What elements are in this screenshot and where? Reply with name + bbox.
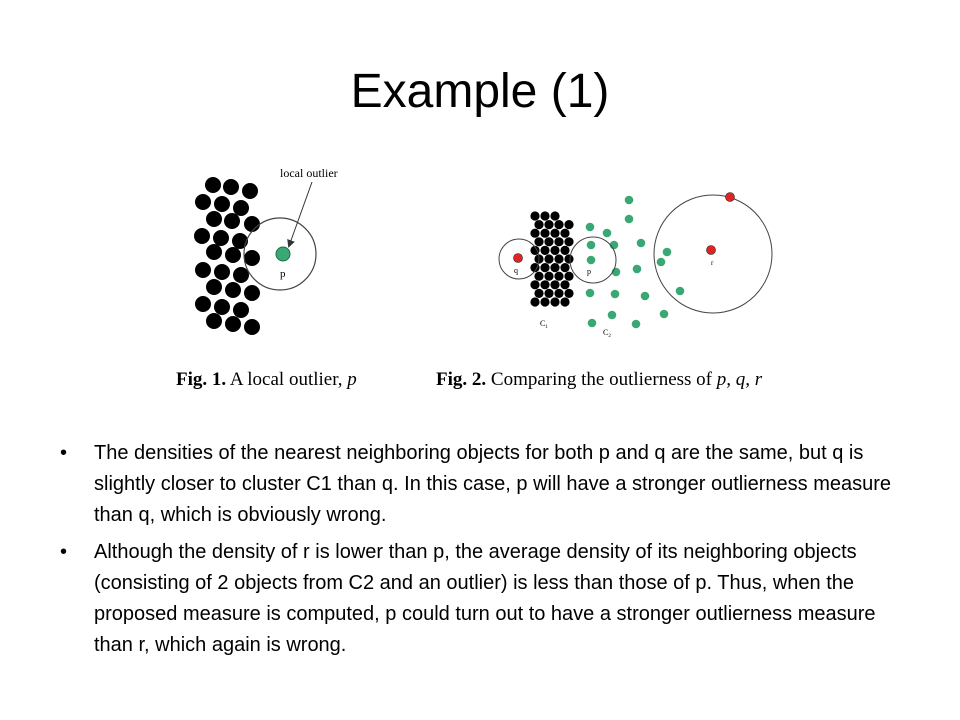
fig2-cluster-c2: [586, 196, 685, 329]
cluster-point: [544, 237, 553, 246]
fig1-annotation-arrow: [289, 182, 312, 246]
cluster-point: [550, 263, 559, 272]
bullet-text: Although the density of r is lower than p, the average density of its neighboring objects (consisting of 2 objects from C2 and an outlier) is less than those of p. Thus, when the proposed measure is computed, p could turn out to have a stronger outlierness measure than r, which again is wrong.: [94, 541, 876, 656]
cluster-point: [244, 216, 260, 232]
figures-area: [0, 150, 960, 400]
fig2-caption-text: Comparing the outlierness of: [490, 369, 712, 390]
cluster-point: [554, 289, 563, 298]
fig2-label-p: p: [587, 267, 591, 276]
cluster-point: [214, 196, 230, 212]
cluster-point: [540, 229, 549, 238]
green-point: [588, 319, 597, 328]
cluster-point: [530, 297, 539, 306]
cluster-point: [564, 272, 573, 281]
fig2-red-outlier: [726, 193, 735, 202]
green-point: [625, 215, 634, 224]
cluster-point: [225, 282, 241, 298]
fig1-caption-label: Fig. 1.: [176, 369, 227, 390]
green-point: [637, 239, 646, 248]
cluster-point: [550, 297, 559, 306]
cluster-point: [224, 213, 240, 229]
cluster-point: [550, 280, 559, 289]
cluster-point: [544, 254, 553, 263]
fig1-caption: [176, 369, 357, 391]
cluster-point: [530, 229, 539, 238]
cluster-point: [206, 279, 222, 295]
bullet-list: [60, 438, 920, 667]
cluster-point: [564, 237, 573, 246]
cluster-point: [560, 280, 569, 289]
cluster-point: [544, 220, 553, 229]
cluster-point: [233, 200, 249, 216]
fig2-caption-label: Fig. 2.: [436, 369, 487, 390]
green-point: [603, 229, 612, 238]
cluster-point: [244, 250, 260, 266]
green-point: [676, 287, 685, 296]
fig1-cluster: [194, 177, 260, 335]
cluster-point: [195, 296, 211, 312]
cluster-point: [206, 211, 222, 227]
green-point: [633, 265, 642, 274]
fig1-caption-var: p: [347, 369, 357, 390]
green-point: [587, 241, 596, 250]
green-point: [586, 289, 595, 298]
figures-svg: [0, 150, 960, 400]
cluster-point: [530, 211, 539, 220]
cluster-point: [244, 285, 260, 301]
cluster-point: [534, 237, 543, 246]
cluster-point: [244, 319, 260, 335]
cluster-point: [195, 194, 211, 210]
figure-2: [499, 193, 772, 340]
fig1-caption-text: A local outlier,: [229, 369, 343, 390]
fig2-caption: [436, 369, 762, 391]
bullet-item: [60, 438, 920, 531]
cluster-point: [540, 297, 549, 306]
figure-1: [194, 166, 338, 335]
fig2-label-c1: $C_1$: [540, 319, 548, 330]
cluster-point: [233, 267, 249, 283]
cluster-point: [554, 254, 563, 263]
cluster-point: [534, 289, 543, 298]
bullet-item: [60, 537, 920, 661]
cluster-point: [550, 229, 559, 238]
cluster-point: [544, 272, 553, 281]
cluster-point: [213, 230, 229, 246]
fig2-label-c2: $C_2$: [603, 328, 611, 339]
green-point: [625, 196, 634, 205]
cluster-point: [223, 179, 239, 195]
cluster-point: [554, 220, 563, 229]
cluster-point: [232, 233, 248, 249]
cluster-point: [530, 280, 539, 289]
bullet-dot: •: [60, 541, 68, 563]
cluster-point: [206, 313, 222, 329]
cluster-point: [242, 183, 258, 199]
cluster-point: [534, 272, 543, 281]
cluster-point: [205, 177, 221, 193]
cluster-point: [560, 263, 569, 272]
cluster-point: [540, 263, 549, 272]
bullet-text: The densities of the nearest neighboring objects for both p and q are the same, but q is slightly closer to cluster C1 than q. In this case, p will have a stronger outlierness measure than q, which is obviously wrong.: [94, 442, 892, 526]
green-point: [663, 248, 672, 257]
cluster-point: [564, 254, 573, 263]
cluster-point: [564, 289, 573, 298]
fig1-annotation: local outlier: [280, 166, 338, 180]
fig2-label-q: q: [514, 266, 518, 275]
cluster-point: [233, 302, 249, 318]
cluster-point: [560, 229, 569, 238]
green-point: [587, 256, 596, 265]
green-point: [641, 292, 650, 301]
cluster-point: [560, 297, 569, 306]
cluster-point: [194, 228, 210, 244]
cluster-point: [554, 237, 563, 246]
fig2-caption-vars: p, q, r: [716, 369, 763, 390]
fig2-label-r: r: [711, 259, 714, 267]
cluster-point: [560, 246, 569, 255]
fig1-outlier-point: [276, 247, 290, 261]
fig2-point-r: [707, 246, 716, 255]
bullet-dot: •: [60, 442, 68, 464]
cluster-point: [195, 262, 211, 278]
green-point: [660, 310, 669, 319]
cluster-point: [554, 272, 563, 281]
fig2-cluster-c1: [530, 211, 573, 306]
cluster-point: [550, 211, 559, 220]
cluster-point: [544, 289, 553, 298]
slide-title: Example (1): [350, 65, 610, 118]
cluster-point: [540, 280, 549, 289]
cluster-point: [214, 264, 230, 280]
cluster-point: [540, 211, 549, 220]
cluster-point: [534, 220, 543, 229]
fig1-point-label: p: [280, 268, 286, 280]
fig2-point-q: [514, 254, 523, 263]
cluster-point: [214, 299, 230, 315]
cluster-point: [225, 247, 241, 263]
cluster-point: [550, 246, 559, 255]
cluster-point: [225, 316, 241, 332]
green-point: [611, 290, 620, 299]
green-point: [632, 320, 641, 329]
green-point: [608, 311, 617, 320]
cluster-point: [540, 246, 549, 255]
cluster-point: [564, 220, 573, 229]
cluster-point: [206, 244, 222, 260]
green-point: [657, 258, 666, 267]
green-point: [586, 223, 595, 232]
